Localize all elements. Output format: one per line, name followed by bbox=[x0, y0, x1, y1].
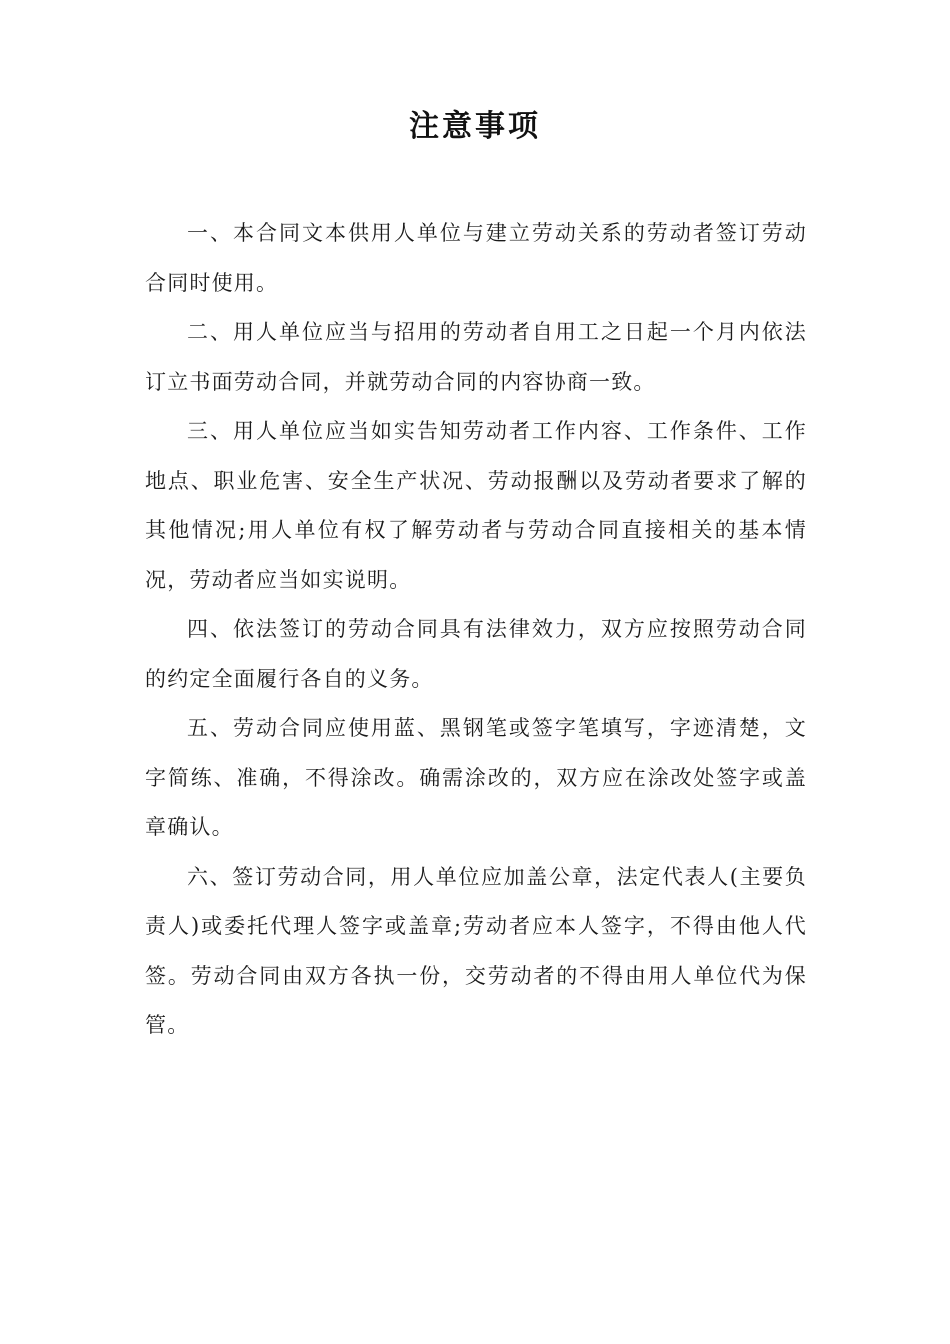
note-paragraph-4: 四、依法签订的劳动合同具有法律效力，双方应按照劳动合同的约定全面履行各自的义务。 bbox=[145, 617, 807, 691]
note-paragraph-5: 五、劳动合同应使用蓝、黑钢笔或签字笔填写，字迹清楚，文字简练、准确，不得涂改。确需涂改的，双方应在涂改处签字或盖章确认。 bbox=[145, 716, 807, 839]
note-paragraph-6: 六、签订劳动合同，用人单位应加盖公章，法定代表人(主要负责人)或委托代理人签字或盖章;劳动者应本人签字，不得由他人代签。劳动合同由双方各执一份，交劳动者的不得由用人单位代为保管。 bbox=[145, 864, 807, 1037]
page-title: 注意事项 bbox=[409, 109, 541, 144]
notes-body bbox=[145, 209, 807, 1051]
note-paragraph-3: 三、用人单位应当如实告知劳动者工作内容、工作条件、工作地点、职业危害、安全生产状况、劳动报酬以及劳动者要求了解的其他情况;用人单位有权了解劳动者与劳动合同直接相关的基本情况，劳动者应当如实说明。 bbox=[145, 419, 807, 592]
note-paragraph-2: 二、用人单位应当与招用的劳动者自用工之日起一个月内依法订立书面劳动合同，并就劳动合同的内容协商一致。 bbox=[145, 320, 807, 394]
note-paragraph-1: 一、本合同文本供用人单位与建立劳动关系的劳动者签订劳动合同时使用。 bbox=[145, 221, 807, 295]
